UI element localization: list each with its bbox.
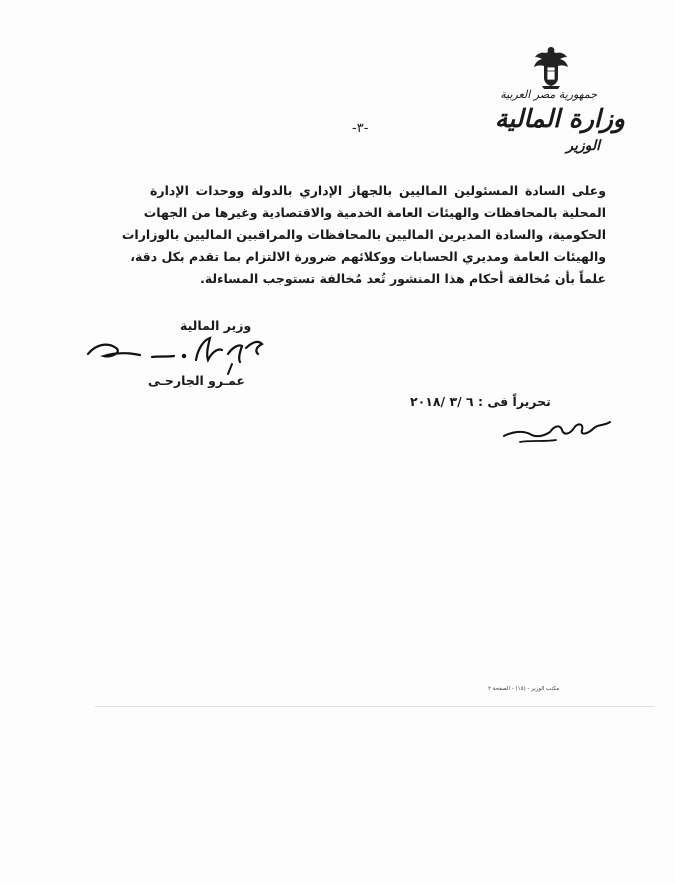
republic-label: جمهورية مصر العربية [500,88,597,101]
body-line: والهيئات العامة ومديري الحسابات ووكلائهم ضرورة الالتزام بما تقدم بكل دقة، [130,249,606,264]
minister-office-label: الوزير [566,138,600,154]
issue-date: تحريراً فى : ٦ /٣ /٢٠١٨ [410,394,551,409]
body-line: المحلية بالمحافظات والهيئات العامة الخدمية والاقتصادية وغيرها من الجهات [143,205,606,220]
minister-title: وزير المالية [180,318,252,333]
page-number: -٣- [352,121,369,136]
body-line: علماً بأن مُخالفة أحكام هذا المنشور تُعد مُخالفة تستوجب المساءلة. [200,271,606,286]
body-line: وعلى السادة المسئولين الماليين بالجهاز الإداري بالدولة ووحدات الإدارة [150,183,606,198]
minister-name: عمـرو الجارحـى [148,373,245,388]
footer-note: مكتب الوزير - (١٥) - الصفحة ٢ [488,686,560,692]
body-paragraph [121,180,606,290]
body-line: الحكومية، والسادة المديرين الماليين بالمحافظات والمراقبين الماليين بالوزارات [121,227,606,242]
ministry-title: وزارة المالية [494,104,625,133]
minister-signature [82,330,272,376]
footer-divider [95,706,655,707]
initials-signature [500,412,620,452]
eagle-emblem-icon [530,44,572,90]
